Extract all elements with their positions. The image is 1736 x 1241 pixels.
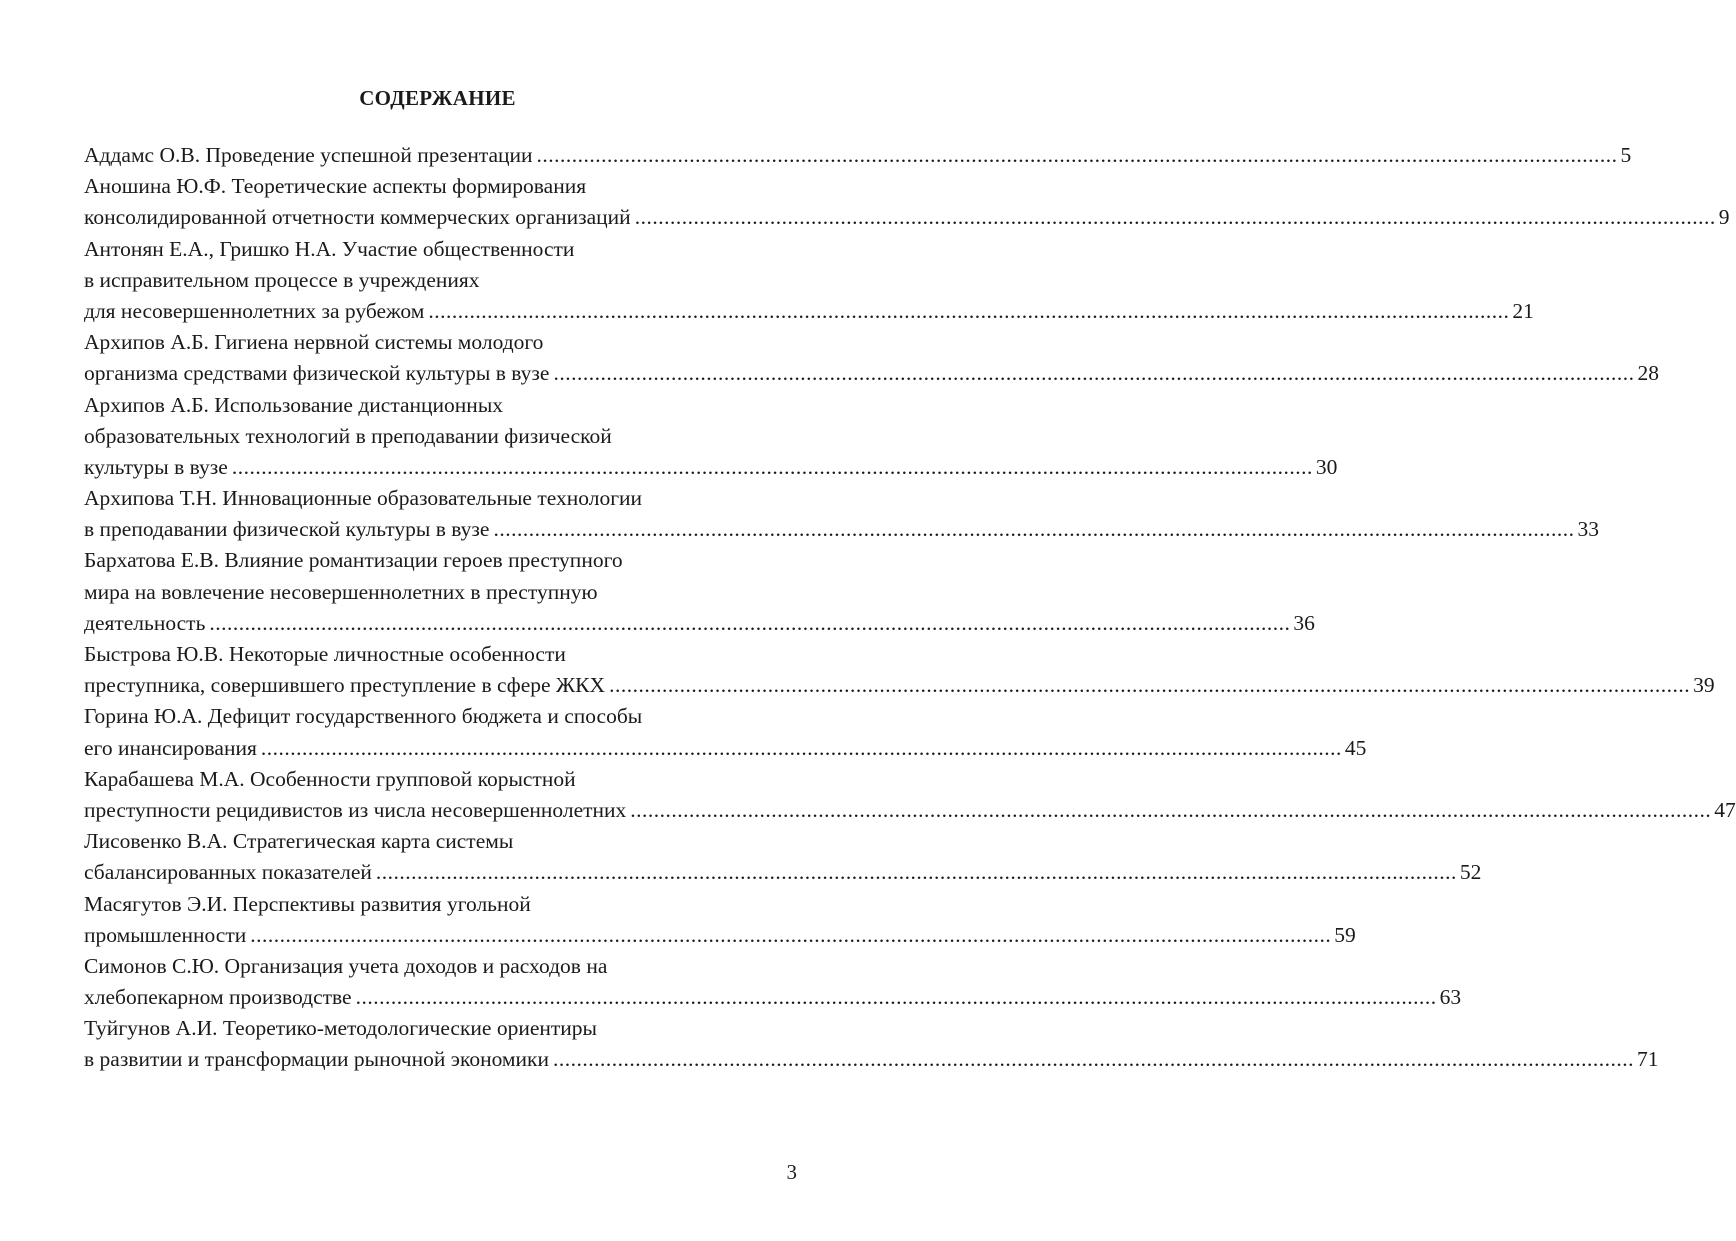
toc-entry[interactable] bbox=[84, 889, 1356, 951]
toc-entry-text: деятельность bbox=[84, 610, 206, 635]
page-number: 3 bbox=[786, 1160, 797, 1184]
toc-entry[interactable] bbox=[84, 701, 1367, 763]
toc-entry-text: Симонов С.Ю. Организация учета доходов и расходов на bbox=[84, 953, 608, 978]
toc-entry[interactable] bbox=[84, 639, 1715, 701]
toc-entry-text: Масягутов Э.И. Перспективы развития угольной bbox=[84, 891, 531, 916]
toc-entry-text: хлебопекарном производстве bbox=[84, 985, 352, 1010]
toc-entry[interactable] bbox=[84, 764, 1736, 826]
toc-entry-text: Бархатова Е.В. Влияние романтизации героев преступного bbox=[84, 548, 623, 573]
toc-entry[interactable] bbox=[84, 951, 1462, 1013]
dot-leader bbox=[493, 514, 1574, 545]
toc-entry-text: организма средствами физической культуры в вузе bbox=[84, 361, 550, 386]
toc-entry-line bbox=[84, 265, 790, 296]
toc-entry-text: преступности рецидивистов из числа несовершеннолетних bbox=[84, 797, 627, 822]
toc-entry-line bbox=[84, 857, 1482, 888]
toc-page-number: 71 bbox=[1636, 1047, 1659, 1072]
dot-leader bbox=[261, 733, 1342, 764]
toc-entry-line bbox=[84, 639, 790, 670]
toc-entry-line bbox=[84, 795, 1736, 826]
dot-leader bbox=[609, 670, 1690, 701]
dot-leader bbox=[553, 1044, 1634, 1075]
toc-entry-text: Архипов А.Б. Гигиена нервной системы молодого bbox=[84, 330, 544, 355]
toc-entry-line bbox=[84, 452, 1338, 483]
toc-page-number: 45 bbox=[1344, 735, 1367, 760]
dot-leader bbox=[376, 857, 1457, 888]
toc-entry-text: консолидированной отчетности коммерческих организаций bbox=[84, 205, 631, 230]
toc-entry-line bbox=[84, 140, 1632, 171]
toc-entry-line bbox=[84, 920, 1356, 951]
toc-page-number: 9 bbox=[1718, 205, 1730, 230]
toc-entry-text: образовательных технологий в преподавании физической bbox=[84, 423, 612, 448]
toc-entry-line bbox=[84, 1013, 790, 1044]
toc-entry-text: Горина Ю.А. Дефицит государственного бюджета и способы bbox=[84, 704, 643, 729]
toc-entry-text: его инансирования bbox=[84, 735, 257, 760]
dot-leader bbox=[635, 202, 1716, 233]
toc-entry[interactable] bbox=[84, 171, 1730, 233]
toc-entry[interactable] bbox=[84, 390, 1338, 484]
toc-entry-line bbox=[84, 358, 1659, 389]
toc-entry-line bbox=[84, 483, 790, 514]
toc-page-number: 47 bbox=[1714, 797, 1736, 822]
toc-entry-line bbox=[84, 234, 790, 265]
toc-entry-text: мира на вовлечение несовершеннолетних в преступную bbox=[84, 579, 598, 604]
dot-leader bbox=[553, 358, 1634, 389]
toc-entry-line bbox=[84, 733, 1367, 764]
toc-entry-text: Антонян Е.А., Гришко Н.А. Участие общественности bbox=[84, 236, 575, 261]
toc-entry-text: Лисовенко В.А. Стратегическая карта системы bbox=[84, 829, 514, 854]
toc-entry-text: Аддамс О.В. Проведение успешной презентации bbox=[84, 143, 533, 167]
toc-entry[interactable] bbox=[84, 140, 1632, 171]
toc-page-number: 30 bbox=[1315, 454, 1338, 479]
toc-page-number: 33 bbox=[1577, 517, 1599, 542]
toc-entry-text: преступника, совершившего преступление в сфере ЖКХ bbox=[84, 673, 606, 698]
toc-entry-line bbox=[84, 982, 1462, 1013]
toc-entry[interactable] bbox=[84, 234, 1534, 328]
toc-entry-text: в преподавании физической культуры в вузе bbox=[84, 517, 490, 542]
toc-page-number: 36 bbox=[1293, 610, 1315, 635]
toc-entry-text: для несовершеннолетних за рубежом bbox=[84, 298, 425, 323]
toc-page-number: 5 bbox=[1620, 143, 1632, 167]
toc-entry-text: сбалансированных показателей bbox=[84, 860, 372, 885]
toc-entry[interactable] bbox=[84, 826, 1482, 888]
toc-entry-line bbox=[84, 514, 1599, 545]
toc-entry-text: культуры в вузе bbox=[84, 454, 228, 479]
toc-page-number: 52 bbox=[1459, 860, 1482, 885]
table-of-contents bbox=[84, 140, 1736, 1076]
toc-page-number: 59 bbox=[1334, 922, 1356, 947]
toc-entry-line bbox=[84, 202, 1730, 233]
toc-entry-line bbox=[84, 545, 790, 576]
toc-entry-line bbox=[84, 1044, 1659, 1075]
toc-entry-text: Аношина Ю.Ф. Теоретические аспекты формирования bbox=[84, 174, 587, 199]
toc-entry[interactable] bbox=[84, 483, 1599, 545]
dot-leader bbox=[250, 920, 1331, 951]
dot-leader bbox=[232, 452, 1313, 483]
toc-entry-text: в развитии и трансформации рыночной экономики bbox=[84, 1047, 549, 1072]
toc-entry-line bbox=[84, 670, 1715, 701]
toc-page-number: 28 bbox=[1637, 361, 1659, 386]
toc-entry-line bbox=[84, 701, 790, 732]
toc-entry[interactable] bbox=[84, 545, 1315, 639]
toc-entry-line bbox=[84, 889, 790, 920]
toc-entry-text: промышленности bbox=[84, 922, 247, 947]
toc-entry[interactable] bbox=[84, 327, 1659, 389]
toc-page-number: 39 bbox=[1693, 673, 1715, 698]
dot-leader bbox=[537, 140, 1618, 171]
toc-entry-text: в исправительном процессе в учреждениях bbox=[84, 267, 480, 292]
toc-page-number: 21 bbox=[1512, 298, 1534, 323]
toc-entry-line bbox=[84, 390, 790, 421]
toc-entry-text: Карабашева М.А. Особенности групповой корыстной bbox=[84, 766, 576, 791]
toc-entry-text: Быстрова Ю.В. Некоторые личностные особенности bbox=[84, 642, 566, 666]
dot-leader bbox=[630, 795, 1711, 826]
toc-page-number: 63 bbox=[1439, 985, 1462, 1010]
toc-entry-text: Архипов А.Б. Использование дистанционных bbox=[84, 392, 504, 417]
toc-entry-line bbox=[84, 608, 1315, 639]
toc-entry-line bbox=[84, 826, 790, 857]
toc-entry-line bbox=[84, 951, 790, 982]
dot-leader bbox=[209, 608, 1290, 639]
toc-entry-line bbox=[84, 421, 790, 452]
toc-entry-text: Туйгунов А.И. Теоретико-методологические ориентиры bbox=[84, 1016, 597, 1041]
toc-entry-line bbox=[84, 764, 790, 795]
toc-entry-line bbox=[84, 577, 790, 608]
page-title: СОДЕРЖАНИЕ bbox=[359, 86, 516, 110]
toc-entry-line bbox=[84, 296, 1534, 327]
dot-leader bbox=[356, 982, 1437, 1013]
toc-entry[interactable] bbox=[84, 1013, 1659, 1075]
toc-entry-text: Архипова Т.Н. Инновационные образовательные технологии bbox=[84, 486, 643, 511]
dot-leader bbox=[428, 296, 1509, 327]
toc-entry-line bbox=[84, 327, 790, 358]
toc-entry-line bbox=[84, 171, 790, 202]
